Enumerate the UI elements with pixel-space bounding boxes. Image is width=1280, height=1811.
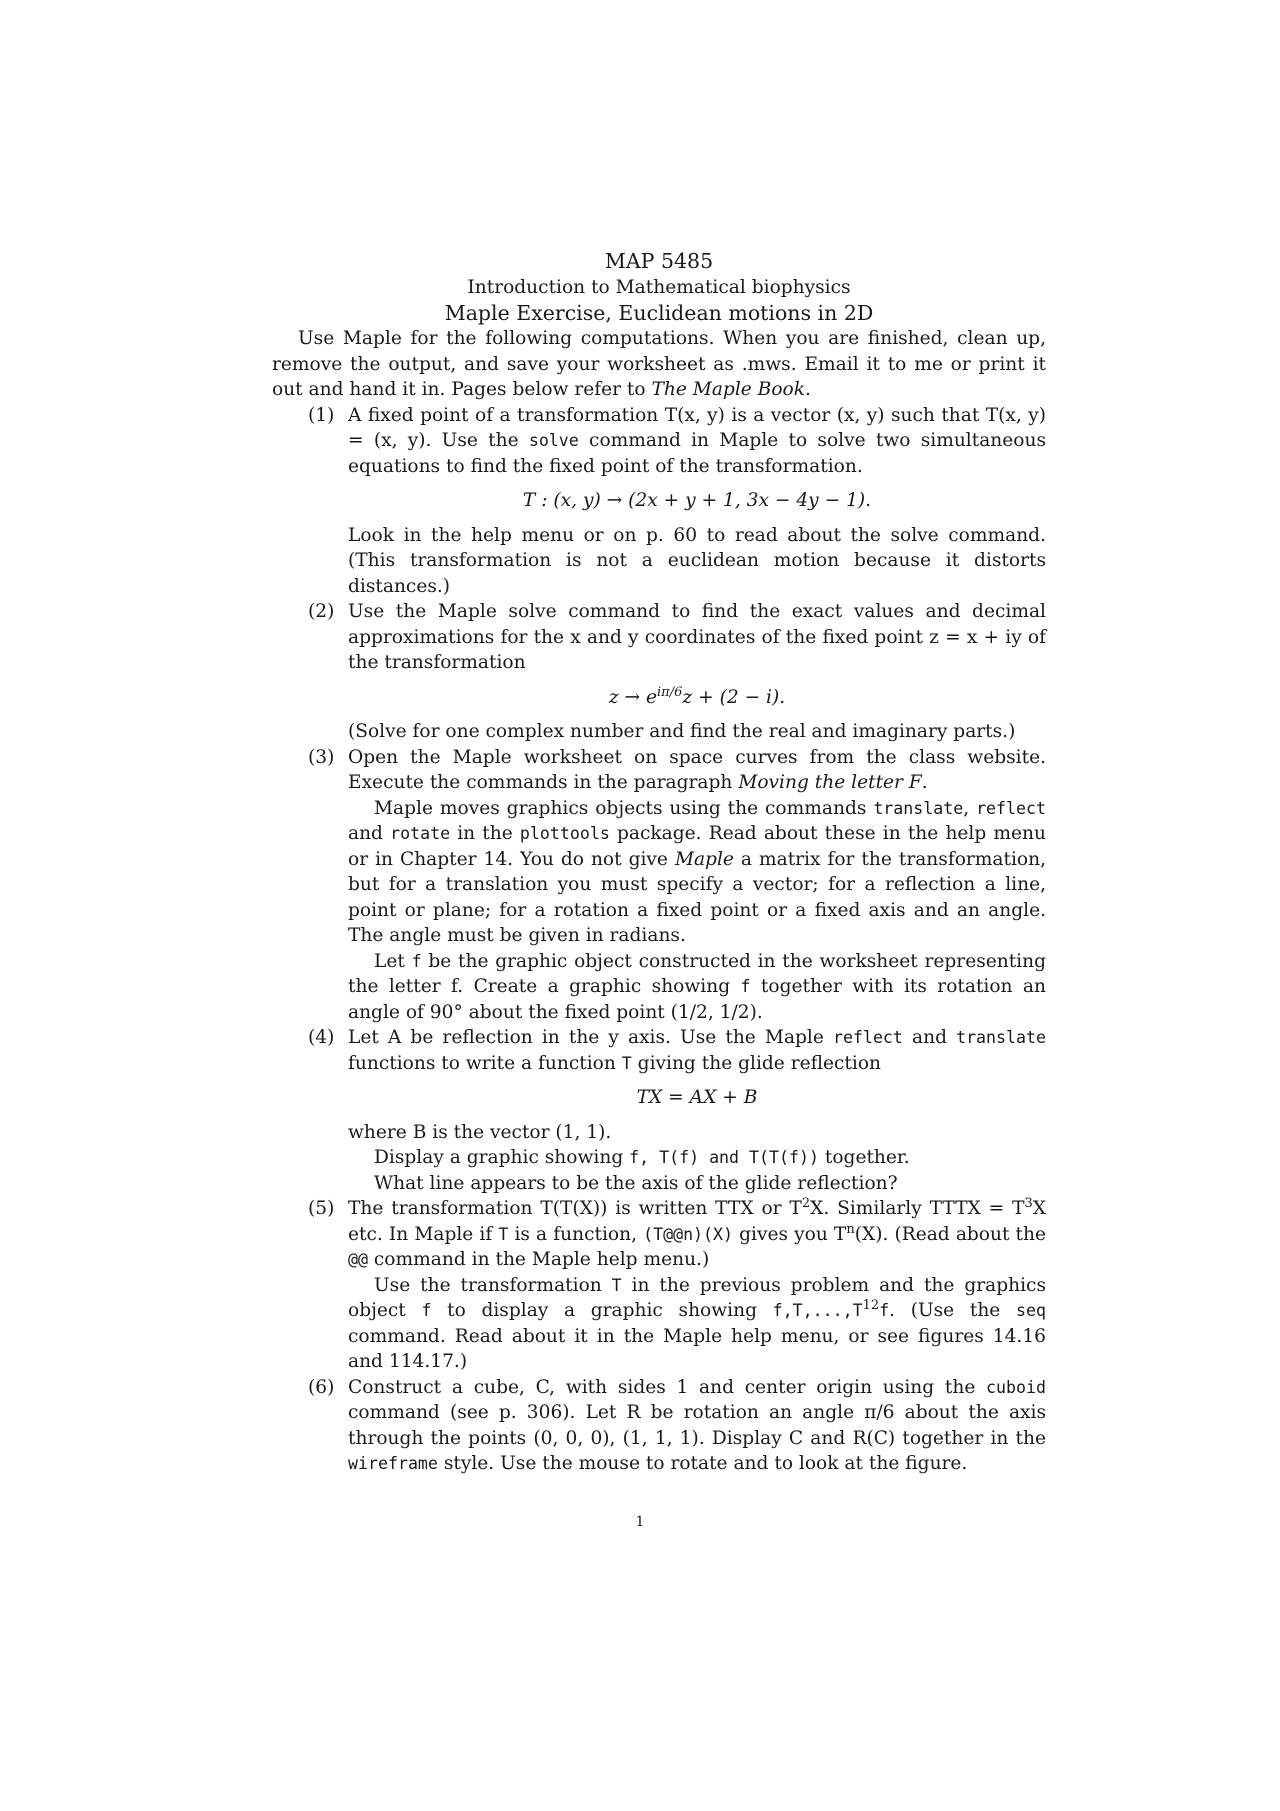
course-number: MAP 5485 [604,249,714,273]
item-text: The transformation T(T(X)) is written TTX or $T^2X$. Similarly TTTX = $T^3X$ etc. In Maple if T is a function, (T@@n)(X) gives you $T^n(X)$. (Read about the @@ command in the Maple help menu.) [348,1195,1047,1270]
display-equation: $z \to e^{i\pi/6}z + (2 - i)$. [608,684,786,708]
code-solve: solve [528,431,579,450]
item-text: Maple moves graphics objects using the commands translate, reflect and rotate in the plottools package. Read about these in the help menu or in Chapter 14. You do not give Maple a matrix for the transformation, but for a translation you must specify a vector; for a reflection a line, point or plane; for a rotation a fixed point or a fixed axis and an angle. The angle must be given in radians. [348,797,1047,946]
item-number: (2) [308,601,335,622]
display-equation: T : (x, y) → (2x + y + 1, 3x − 4y − 1). [522,490,872,511]
item-text: where B is the vector (1, 1). [348,1121,612,1143]
exercise-item-2 [272,599,1046,745]
item-number: (6) [308,1376,335,1398]
item-text: Construct a cube, C, with sides 1 and center origin using the cuboid command (see p. 306). Let R be rotation an angle π/6 about the axis through the points (0, 0, 0), (1, 1, 1). Display C and R(C) together in the wireframe style. Use the mouse to rotate and to look at the figure. [348,1376,1046,1474]
exercise-item-4 [272,1025,1046,1196]
item-text: Let A be reflection in the y axis. Use the Maple reflect and translate functions to write a function T giving the glide reflection [348,1027,1046,1074]
book-title: The Maple Book [651,379,805,400]
exercise-list [272,403,1046,1477]
item-text: Use the Maple solve command to find the exact values and decimal approximations for the x and y coordinates of the fixed point z = x + iy of the transformation [348,601,1046,673]
item-text: Use the transformation T in the previous problem and the graphics object f to display a graphic showing $f,T,...,T^{12}f$. (Use the seq command. Read about it in the Maple help menu, or see figures 14.16 and 114.17.) [348,1274,1046,1372]
intro-paragraph: Use Maple for the following computations. When you are finished, clean up, remove the output, and save your worksheet as .mws. Email it to me or print it out and hand it in. Pages below refer to The Maple Book. [272,328,1046,400]
item-text: Display a graphic showing f, T(f) and T(T(f)) together. [374,1147,910,1168]
page-number: 1 [635,1514,645,1530]
item-text: What line appears to be the axis of the glide reflection? [374,1172,898,1194]
item-number: (3) [308,746,335,768]
exercise-title: Maple Exercise, Euclidean motions in 2D [444,301,874,325]
item-text: Let f be the graphic object constructed in the worksheet representing the letter f. Create a graphic showing f together with its rotation an angle of 90° about the fixed point (1/2, 1/2). [348,950,1047,1023]
item-text: Open the Maple worksheet on space curves from the class website. Execute the commands in the paragraph Moving the letter F. [348,746,1046,793]
item-text: Look in the help menu or on p. 60 to read about the solve command. (This transformation is not a euclidean motion because it distorts distances.) [348,524,1046,597]
item-text: A fixed point of a transformation T(x, y) is a vector (x, y) such that T(x, y) = (x, y). Use the solve command in Maple to solve two simultaneous equations to find the fixed point of the transformation. [348,404,1046,477]
display-equation: TX = AX + B [636,1087,758,1108]
item-number: (4) [308,1027,335,1048]
exercise-item-5 [272,1196,1046,1375]
document-page [272,248,1046,1477]
exercise-item-1 [272,403,1046,600]
item-text: (Solve for one complex number and find the real and imaginary parts.) [348,721,1016,742]
course-subtitle: Introduction to Mathematical biophysics [467,277,851,298]
exercise-item-6 [272,1375,1046,1477]
item-number: (5) [308,1198,335,1219]
exercise-item-3 [272,745,1046,1026]
item-number: (1) [308,404,335,426]
